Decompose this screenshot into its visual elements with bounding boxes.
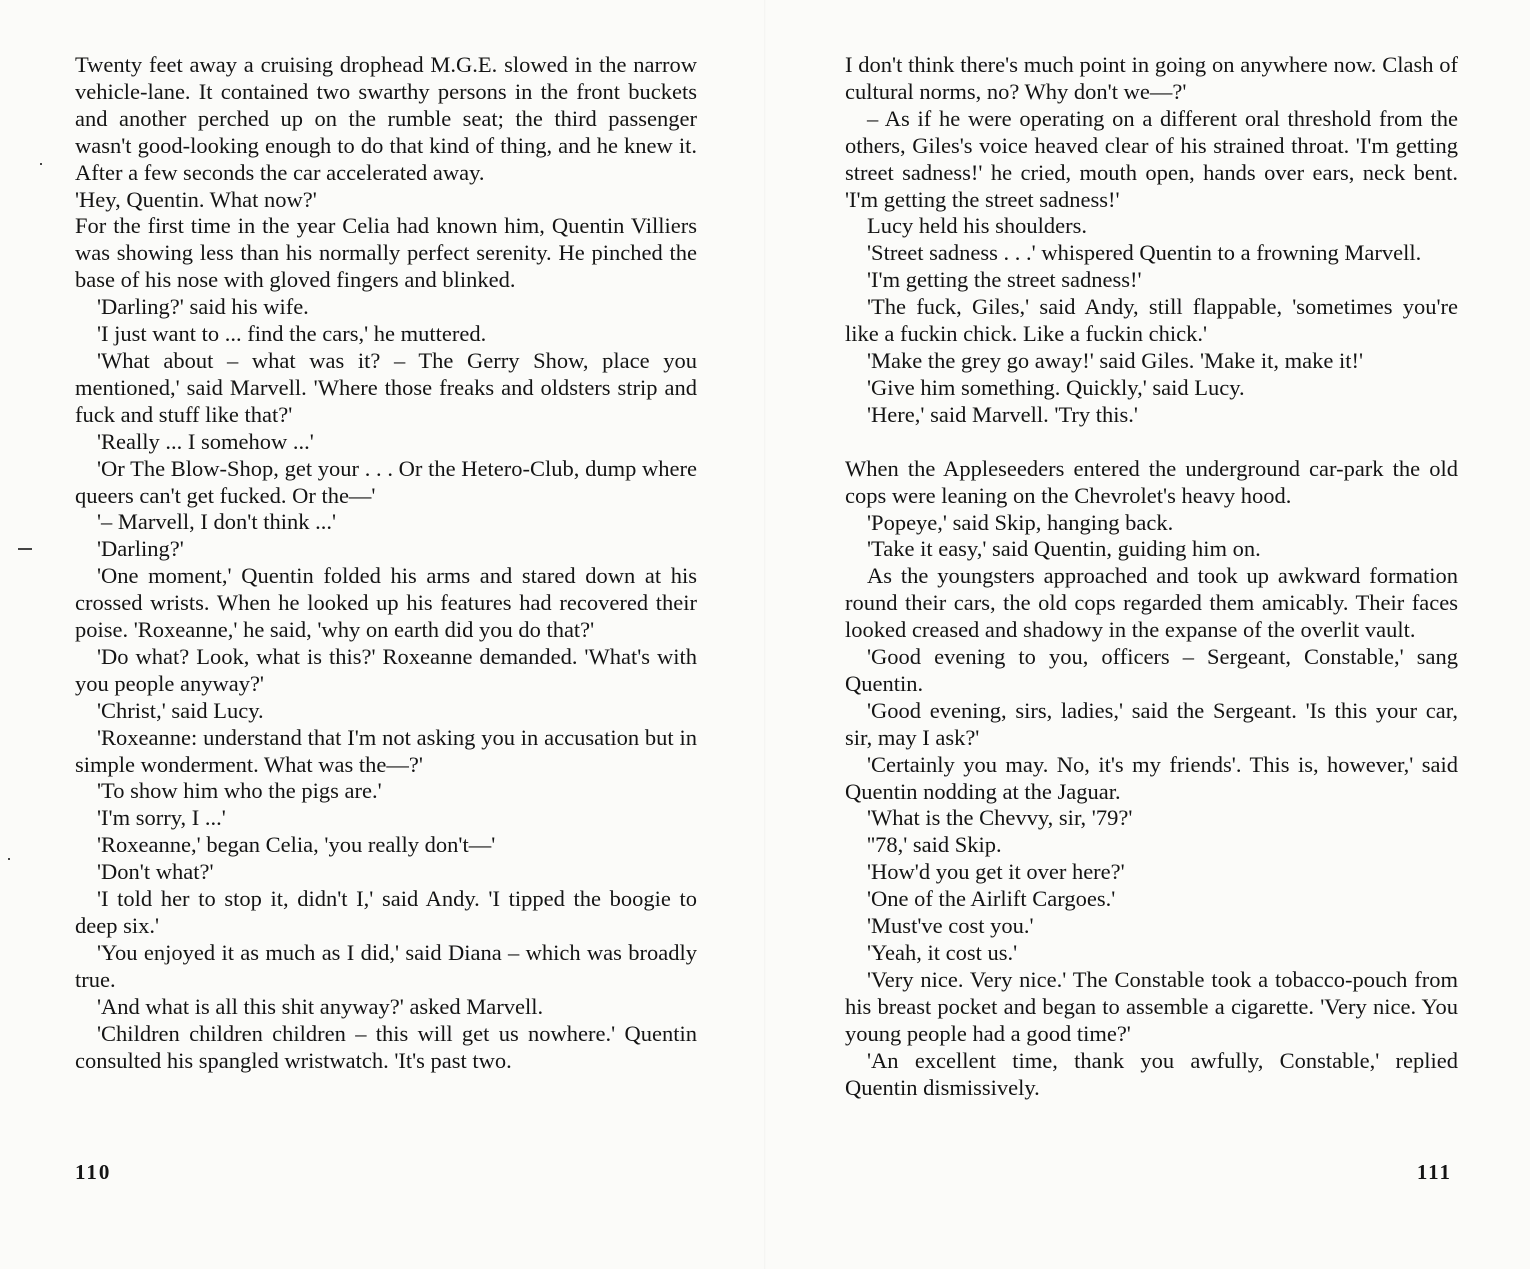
paragraph: 'What is the Chevvy, sir, '79?': [867, 805, 1133, 831]
paragraph: 'Here,' said Marvell. 'Try this.': [867, 401, 1138, 427]
paragraph: 'Yeah, it cost us.': [867, 940, 1018, 965]
paragraph: Twenty feet away a cruising drophead M.G.E. slowed in the narrow vehicle-lane. It contained two swarthy persons in the front buckets and another perched up on the rumble seat; the third passenger wasn't good-looking enough to do that kind of thing, and he knew it. After a few seconds the car accelerated away.: [75, 52, 697, 185]
paragraph: 'Do what? Look, what is this?' Roxeanne demanded. 'What's with you people anyway?': [75, 643, 697, 696]
left-page-text: [75, 52, 697, 1074]
paragraph: 'Must've cost you.': [867, 913, 1034, 939]
paragraph: 'Darling?' said his wife.: [97, 294, 309, 320]
paragraph: 'An excellent time, thank you awfully, Constable,' replied Quentin dismissively.: [845, 1047, 1458, 1100]
paragraph: 'Certainly you may. No, it's my friends'. This is, however,' said Quentin nodding at the Jaguar.: [845, 751, 1458, 804]
paragraph: 'Very nice. Very nice.' The Constable took a tobacco-pouch from his breast pocket and began to assemble a cigarette. 'Very nice. You young people had a good time?': [845, 966, 1458, 1046]
paragraph: 'I just want to ... find the cars,' he muttered.: [97, 321, 487, 347]
paragraph: When the Appleseeders entered the underground car-park the old cops were leaning on the Chevrolet's heavy hood.: [845, 455, 1458, 508]
scan-speck: [18, 548, 32, 550]
paragraph: 'Children children children – this will get us nowhere.' Quentin consulted his spangled wristwatch. 'It's past two.: [75, 1020, 697, 1073]
paragraph: 'Street sadness . . .' whispered Quentin to a frowning Marvell.: [867, 240, 1422, 266]
right-page-text: [845, 52, 1458, 1101]
paragraph: '– Marvell, I don't think ...': [97, 509, 337, 535]
paragraph: 'Really ... I somehow ...': [97, 428, 314, 454]
paragraph: 'Don't what?': [97, 859, 214, 885]
left-page: [75, 52, 697, 1252]
paragraph: As the youngsters approached and took up awkward formation round their cars, the old cops regarded them amicably. Their faces looked creased and shadowy in the expanse of the overlit vault.: [845, 563, 1458, 643]
page-number: 110: [75, 1160, 112, 1184]
paragraph: I don't think there's much point in going on anywhere now. Clash of cultural norms, no? Why don't we—?': [845, 52, 1458, 104]
paragraph: 'Make the grey go away!' said Giles. 'Make it, make it!': [867, 347, 1364, 373]
paragraph: 'Or The Blow-Shop, get your . . . Or the Hetero-Club, dump where queers can't get fucked. Or the—': [75, 455, 697, 508]
paragraph: 'How'd you get it over here?': [867, 859, 1125, 885]
paragraph: 'One of the Airlift Cargoes.': [867, 886, 1116, 912]
right-page: [845, 52, 1458, 1252]
paragraph: 'What about – what was it? – The Gerry Show, place you mentioned,' said Marvell. 'Where those freaks and oldsters strip and fuck and stuff like that?': [75, 347, 697, 427]
paragraph: 'Hey, Quentin. What now?': [75, 186, 317, 212]
scan-speck: [8, 858, 10, 860]
paragraph: 'And what is all this shit anyway?' asked Marvell.: [97, 993, 544, 1019]
paragraph: 'Roxeanne: understand that I'm not asking you in accusation but in simple wonderment. What was the—?': [75, 724, 697, 777]
paragraph: 'I told her to stop it, didn't I,' said Andy. 'I tipped the boogie to deep six.': [75, 886, 697, 938]
paragraph: Lucy held his shoulders.: [867, 213, 1087, 239]
paragraph: 'You enjoyed it as much as I did,' said Diana – which was broadly true.: [75, 939, 697, 992]
paragraph: 'I'm sorry, I ...': [97, 805, 226, 831]
paragraph: ''78,' said Skip.: [867, 832, 1002, 858]
scan-speck: [40, 163, 42, 165]
paragraph: 'I'm getting the street sadness!': [867, 267, 1142, 293]
paragraph: 'Roxeanne,' began Celia, 'you really don't—': [97, 832, 496, 858]
paragraph: 'The fuck, Giles,' said Andy, still flappable, 'sometimes you're like a fuckin chick. Like a fuckin chick.': [845, 294, 1458, 347]
paragraph: For the first time in the year Celia had known him, Quentin Villiers was showing less than his normally perfect serenity. He pinched the base of his nose with gloved fingers and blinked.: [75, 213, 697, 293]
paragraph: 'Take it easy,' said Quentin, guiding him on.: [867, 536, 1261, 562]
paragraph: 'Good evening, sirs, ladies,' said the Sergeant. 'Is this your car, sir, may I ask?': [845, 697, 1458, 750]
paragraph: 'Christ,' said Lucy.: [97, 697, 264, 723]
paragraph: 'One moment,' Quentin folded his arms and stared down at his crossed wrists. When he looked up his features had recovered their poise. 'Roxeanne,' he said, 'why on earth did you do that?': [75, 563, 697, 643]
paragraph: 'Good evening to you, officers – Sergeant, Constable,' sang Quentin.: [845, 644, 1458, 696]
paragraph: 'Darling?': [97, 536, 184, 562]
paragraph: 'To show him who the pigs are.': [97, 778, 382, 804]
book-gutter: [764, 0, 766, 1269]
paragraph: – As if he were operating on a different oral threshold from the others, Giles's voice heaved clear of his strained throat. 'I'm getting street sadness!' he cried, mouth open, hands over ears, neck bent. 'I'm getting the street sadness!': [845, 105, 1458, 212]
page-number: 111: [1416, 1160, 1452, 1184]
paragraph: 'Give him something. Quickly,' said Lucy.: [867, 374, 1245, 400]
paragraph: 'Popeye,' said Skip, hanging back.: [867, 509, 1174, 535]
